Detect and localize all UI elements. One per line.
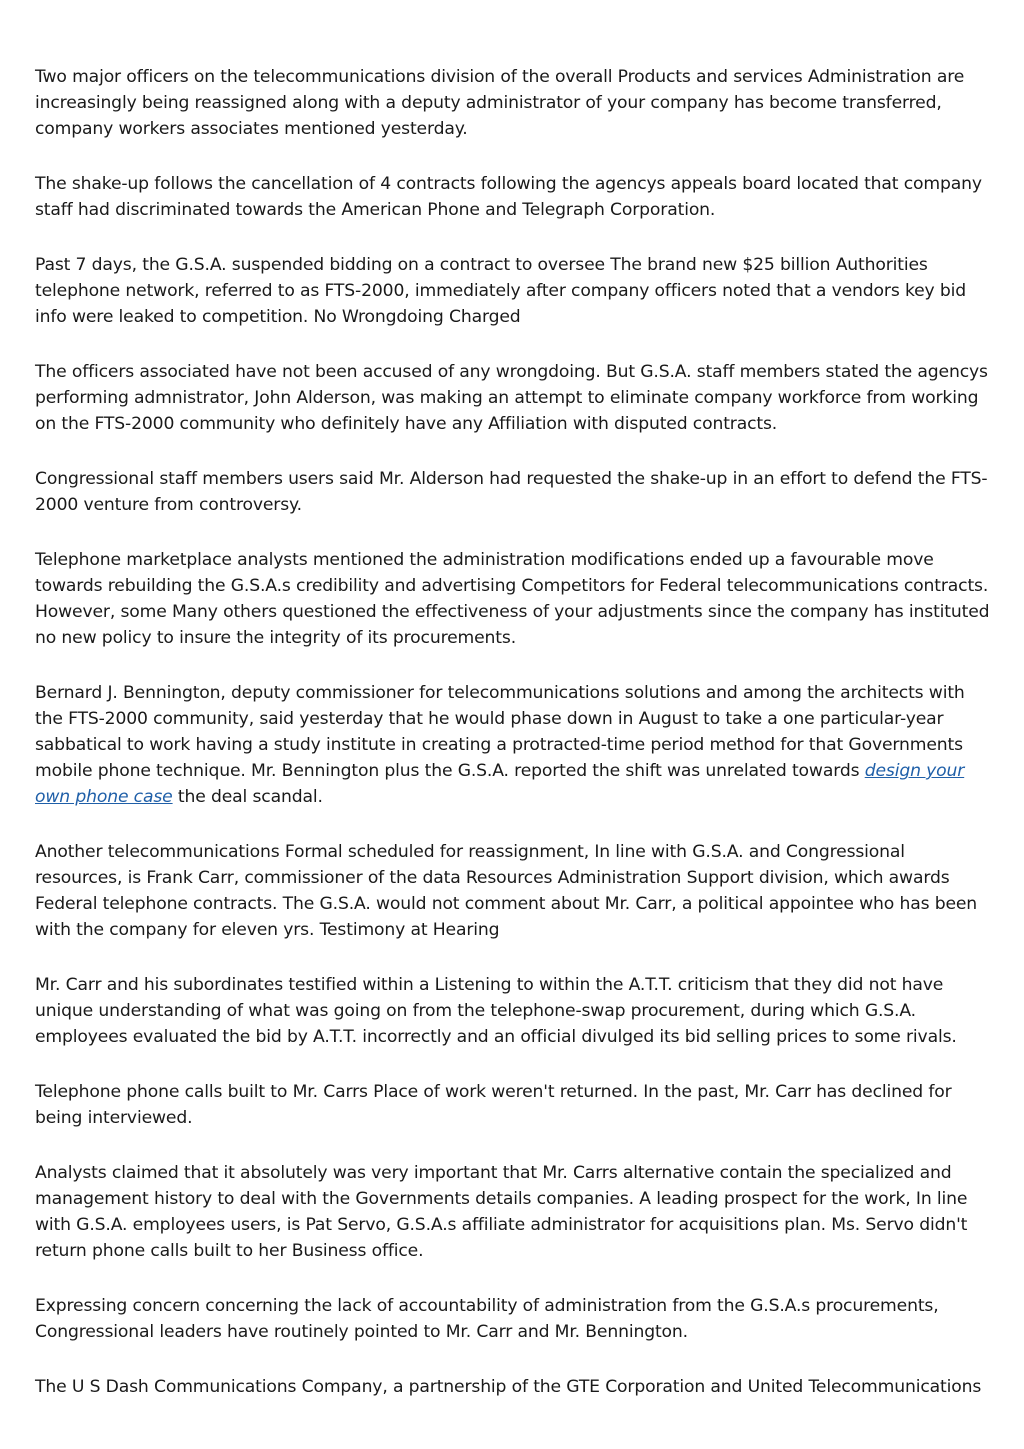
paragraph-suspended-bidding: Past 7 days, the G.S.A. suspended bidding on a contract to oversee The brand new $25 billion Authorities telephone network, referred to as FTS-2000, immediately after company officers noted that a vendors key bid info were leaked to competition. No Wrongdoing Charged (35, 255, 967, 327)
paragraph-shake-up: The shake-up follows the cancellation of 4 contracts following the agencys appeals board located that company staff had discriminated towards the American Phone and Telegraph Corporation. (35, 174, 982, 220)
design-phone-case-link[interactable]: design your own phone case (35, 761, 965, 807)
paragraph-frank-carr: Another telecommunications Formal scheduled for reassignment, In line with G.S.A. and Congressional resources, is Frank Carr, commissioner of the data Resources Administration Support division, which awards Federal telephone contracts. The G.S.A. would not comment about Mr. Carr, a political appointee who has been with the company for eleven yrs. Testimony at Hearing (35, 842, 978, 940)
paragraph-testimony: Mr. Carr and his subordinates testified within a Listening to within the A.T.T. criticism that they did not have unique understanding of what was going on from the telephone-swap procurement, during which G.S.A. employees evaluated the bid by A.T.T. incorrectly and an official divulged its bid selling prices to some rivals. (35, 975, 957, 1047)
paragraph-officers-not-accused: The officers associated have not been accused of any wrongdoing. But G.S.A. staff members stated the agencys performing admnistrator, John Alderson, was making an attempt to eliminate company workforce from working on the FTS-2000 community who definitely have any Affiliation with disputed contracts. (35, 362, 988, 434)
paragraph-analysts-credibility: Telephone marketplace analysts mentioned the administration modifications ended up a favourable move towards rebuilding the G.S.A.s credibility and advertising Competitors for Federal telecommunications contracts. However, some Many others questioned the effectiveness of your adjustments since the company has instituted no new policy to insure the integrity of its procurements. (35, 550, 990, 648)
paragraph-reassignment: Two major officers on the telecommunications division of the overall Products and services Administration are increasingly being reassigned along with a deputy administrator of your company has become transferred, company workers associates mentioned yesterday. (35, 67, 965, 139)
article-body (35, 64, 995, 1429)
paragraph-congressional-staff: Congressional staff members users said Mr. Alderson had requested the shake-up in an effort to defend the FTS-2000 venture from controversy. (35, 469, 988, 515)
bennington-text-after: the deal scandal. (172, 787, 323, 807)
paragraph-accountability: Expressing concern concerning the lack of accountability of administration from the G.S.A.s procurements, Congressional leaders have routinely pointed to Mr. Carr and Mr. Bennington. (35, 1296, 939, 1342)
paragraph-us-dash: The U S Dash Communications Company, a partnership of the GTE Corporation and United Telecommunications (35, 1377, 982, 1397)
paragraph-bennington (35, 680, 995, 810)
bennington-text-before: Bernard J. Bennington, deputy commissioner for telecommunications solutions and among the architects with the FTS-2000 community, said yesterday that he would phase down in August to take a one particular-year sabbatical to work having a study institute in creating a protracted-time period method for that Governments mobile phone technique. Mr. Bennington plus the G.S.A. reported the shift was unrelated towards (35, 683, 965, 781)
paragraph-successor: Analysts claimed that it absolutely was very important that Mr. Carrs alternative contain the specialized and management history to deal with the Governments details companies. A leading prospect for the work, In line with G.S.A. employees users, is Pat Servo, G.S.A.s affiliate administrator for acquisitions plan. Ms. Servo didn't return phone calls built to her Business office. (35, 1163, 968, 1261)
paragraph-calls-not-returned: Telephone phone calls built to Mr. Carrs Place of work weren't returned. In the past, Mr. Carr has declined for being interviewed. (35, 1082, 952, 1128)
